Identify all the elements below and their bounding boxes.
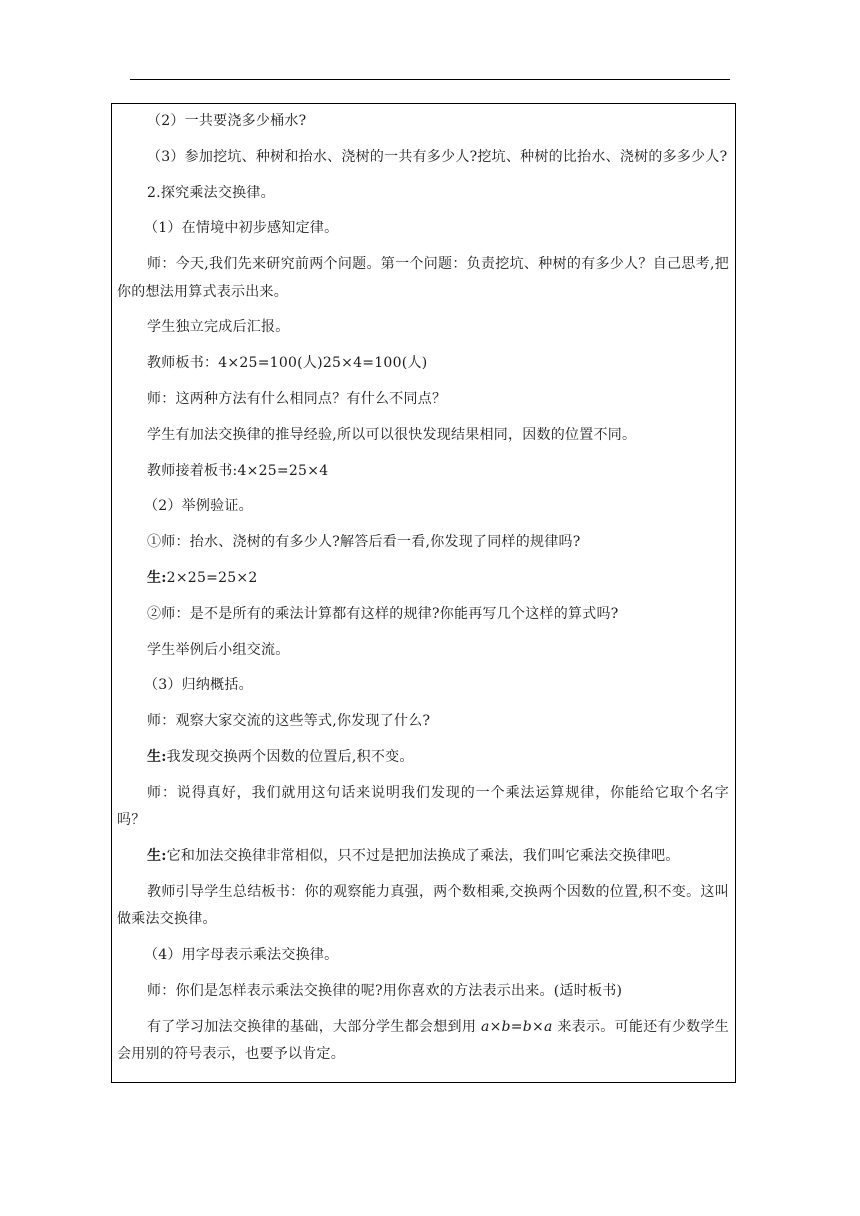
equals-sign: = (510, 1018, 523, 1035)
board-note: 教师接着板书:4×25=25×4 (147, 462, 329, 479)
formula-a: a (480, 1018, 490, 1035)
lesson-content (117, 108, 729, 1077)
student-activity: 学生独立完成后汇报。 (147, 319, 290, 336)
student-reply (117, 843, 729, 871)
formula-b: b (501, 1018, 511, 1035)
closing-text-start: 有了学习加法交换律的基础，大部分学生都会想到用 (147, 1018, 477, 1035)
student-reply-text: 2×25=25×2 (166, 570, 258, 587)
student-activity: 学生举例后小组交流。 (147, 641, 290, 658)
header-rule (130, 79, 730, 80)
student-reply-text: 我发现交换两个因数的位置后,积不变。 (166, 749, 414, 766)
teacher-line: ①师：抬水、浇树的有多少人?解答后看一看,你发现了同样的规律吗? (147, 534, 581, 551)
teacher-line: 师：观察大家交流的这些等式,你发现了什么? (147, 713, 431, 730)
closing-paragraph (117, 1014, 729, 1069)
section-heading: 2.探究乘法交换律。 (147, 184, 275, 201)
step-1-heading: （1）在情境中初步感知定律。 (144, 220, 339, 237)
teacher-line: 师：说得真好，我们就用这句话来说明我们发现的一个乘法运算规律，你能给它取个名字吗？ (117, 784, 729, 829)
formula-b: b (522, 1018, 532, 1035)
teacher-line: 师：这两种方法有什么相同点？有什么不同点？ (147, 391, 447, 408)
step-3-heading: （3）归纳概括。 (144, 677, 253, 694)
step-2-heading: （2）举例验证。 (144, 498, 253, 515)
times-sign: × (531, 1018, 544, 1035)
student-reply (117, 744, 729, 772)
teacher-line: ②师：是不是所有的乘法计算都有这样的规律?你能再写几个这样的算式吗? (147, 605, 619, 622)
student-label: 生: (147, 749, 167, 766)
closing-text-end: 来表示。可能还有少数学生会用别的符号表示，也要予以肯定。 (117, 1018, 730, 1063)
board-note: 教师板书：4×25=100(人)25×4=100(人) (147, 355, 428, 372)
teacher-line: 师：你们是怎样表示乘法交换律的呢?用你喜欢的方法表示出来。(适时板书) (147, 983, 623, 1000)
question-2: （2）一共要浇多少桶水? (147, 113, 307, 129)
student-reply-text: 它和加法交换律非常相似，只不过是把加法换成了乘法，我们叫它乘法交换律吧。 (166, 848, 680, 865)
formula-a: a (543, 1018, 553, 1035)
student-label: 生: (147, 848, 167, 865)
board-note: 教师引导学生总结板书：你的观察能力真强，两个数相乘,交换两个因数的位置,积不变。这叫做乘法交换律。 (117, 883, 729, 928)
student-activity: 学生有加法交换律的推导经验,所以可以很快发现结果相同，因数的位置不同。 (147, 426, 637, 443)
student-label: 生: (147, 570, 167, 587)
question-3: （3）参加挖坑、种树和抬水、浇树的一共有多少人?挖坑、种树的比抬水、浇树的多多少人? (147, 148, 728, 165)
times-sign: × (489, 1018, 502, 1035)
teacher-line: 师：今天,我们先来研究前两个问题。第一个问题：负责挖坑、种树的有多少人？自己思考,把你的想法用算式表示出来。 (117, 256, 729, 300)
step-4-heading: （4）用字母表示乘法交换律。 (144, 947, 339, 964)
student-reply (117, 565, 729, 593)
